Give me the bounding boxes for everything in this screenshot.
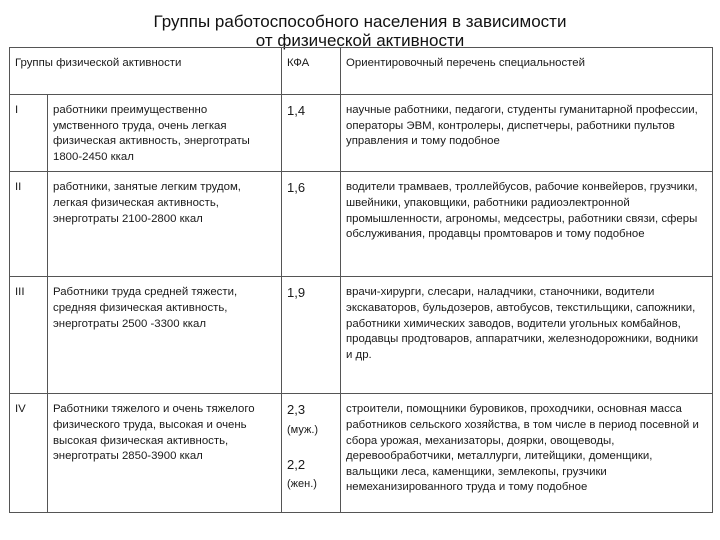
table-header-row [10, 48, 713, 95]
group-number: III [10, 277, 48, 394]
table-row [10, 394, 713, 513]
kfa-value-male: 2,3 [287, 402, 306, 418]
professions-list: водители трамваев, троллейбусов, рабочие конвейеров, грузчики, швейники, упаковщики, работники радиоэлектронной промышленности, агрономы, медсестры, работники связи, сферы обслуживания, продавцы промтоваров и тому подобное [341, 172, 713, 277]
header-kfa: КФА [282, 48, 341, 95]
kfa-value-female: 2,2 [287, 456, 306, 472]
kfa-value: 1,4 [282, 95, 341, 172]
group-description: Работники труда средней тяжести, средняя физическая активность, энерготраты 2500 -3300 ккал [48, 277, 282, 394]
table-row [10, 172, 713, 277]
kfa-cell-split [282, 394, 341, 513]
activity-groups-table [9, 47, 713, 513]
header-professions: Ориентировочный перечень специальностей [341, 48, 713, 95]
title-line-2: от физической активности [255, 31, 465, 50]
table-row [10, 95, 713, 172]
kfa-spacer [287, 439, 334, 457]
professions-list: врачи-хирурги, слесари, наладчики, станочники, водители экскаваторов, бульдозеров, автобусов, текстильщики, сапожники, работники химических заводов, водители угольных комбайнов, продавцы продтоваров, аппаратчики, железнодорожники, водники и др. [341, 277, 713, 394]
professions-list: научные работники, педагоги, студенты гуманитарной профессии, операторы ЭВМ, контролеры, диспетчеры, работники пультов управления и тому подобное [341, 95, 713, 172]
group-description: работники, занятые легким трудом, легкая физическая активность, энерготраты 2100-2800 ккал [48, 172, 282, 277]
page-title [0, 12, 720, 50]
kfa-note-female: (жен.) [287, 478, 317, 491]
kfa-value: 1,9 [282, 277, 341, 394]
group-number: I [10, 95, 48, 172]
kfa-value: 1,6 [282, 172, 341, 277]
header-groups: Группы физической активности [10, 48, 282, 95]
group-description: работники преимущественно умственного труда, очень легкая физическая активность, энерготраты 1800-2450 ккал [48, 95, 282, 172]
table-row [10, 277, 713, 394]
group-number: II [10, 172, 48, 277]
professions-list: строители, помощники буровиков, проходчики, основная масса работников сельского хозяйства, в том числе в период посевной и сбора урожая, механизаторы, доярки, овощеводы, деревообработчики, металлурги, литейщики, доменщики, вальщики леса, каменщики, землекопы, грузчики немеханизированного труда и тому подобное [341, 394, 713, 513]
title-line-1: Группы работоспособного населения в зависимости [153, 12, 567, 31]
group-description: Работники тяжелого и очень тяжелого физического труда, высокая и очень высокая физическая активность, энерготраты 2850-3900 ккал [48, 394, 282, 513]
kfa-note-male: (муж.) [287, 423, 319, 436]
group-number: IV [10, 394, 48, 513]
